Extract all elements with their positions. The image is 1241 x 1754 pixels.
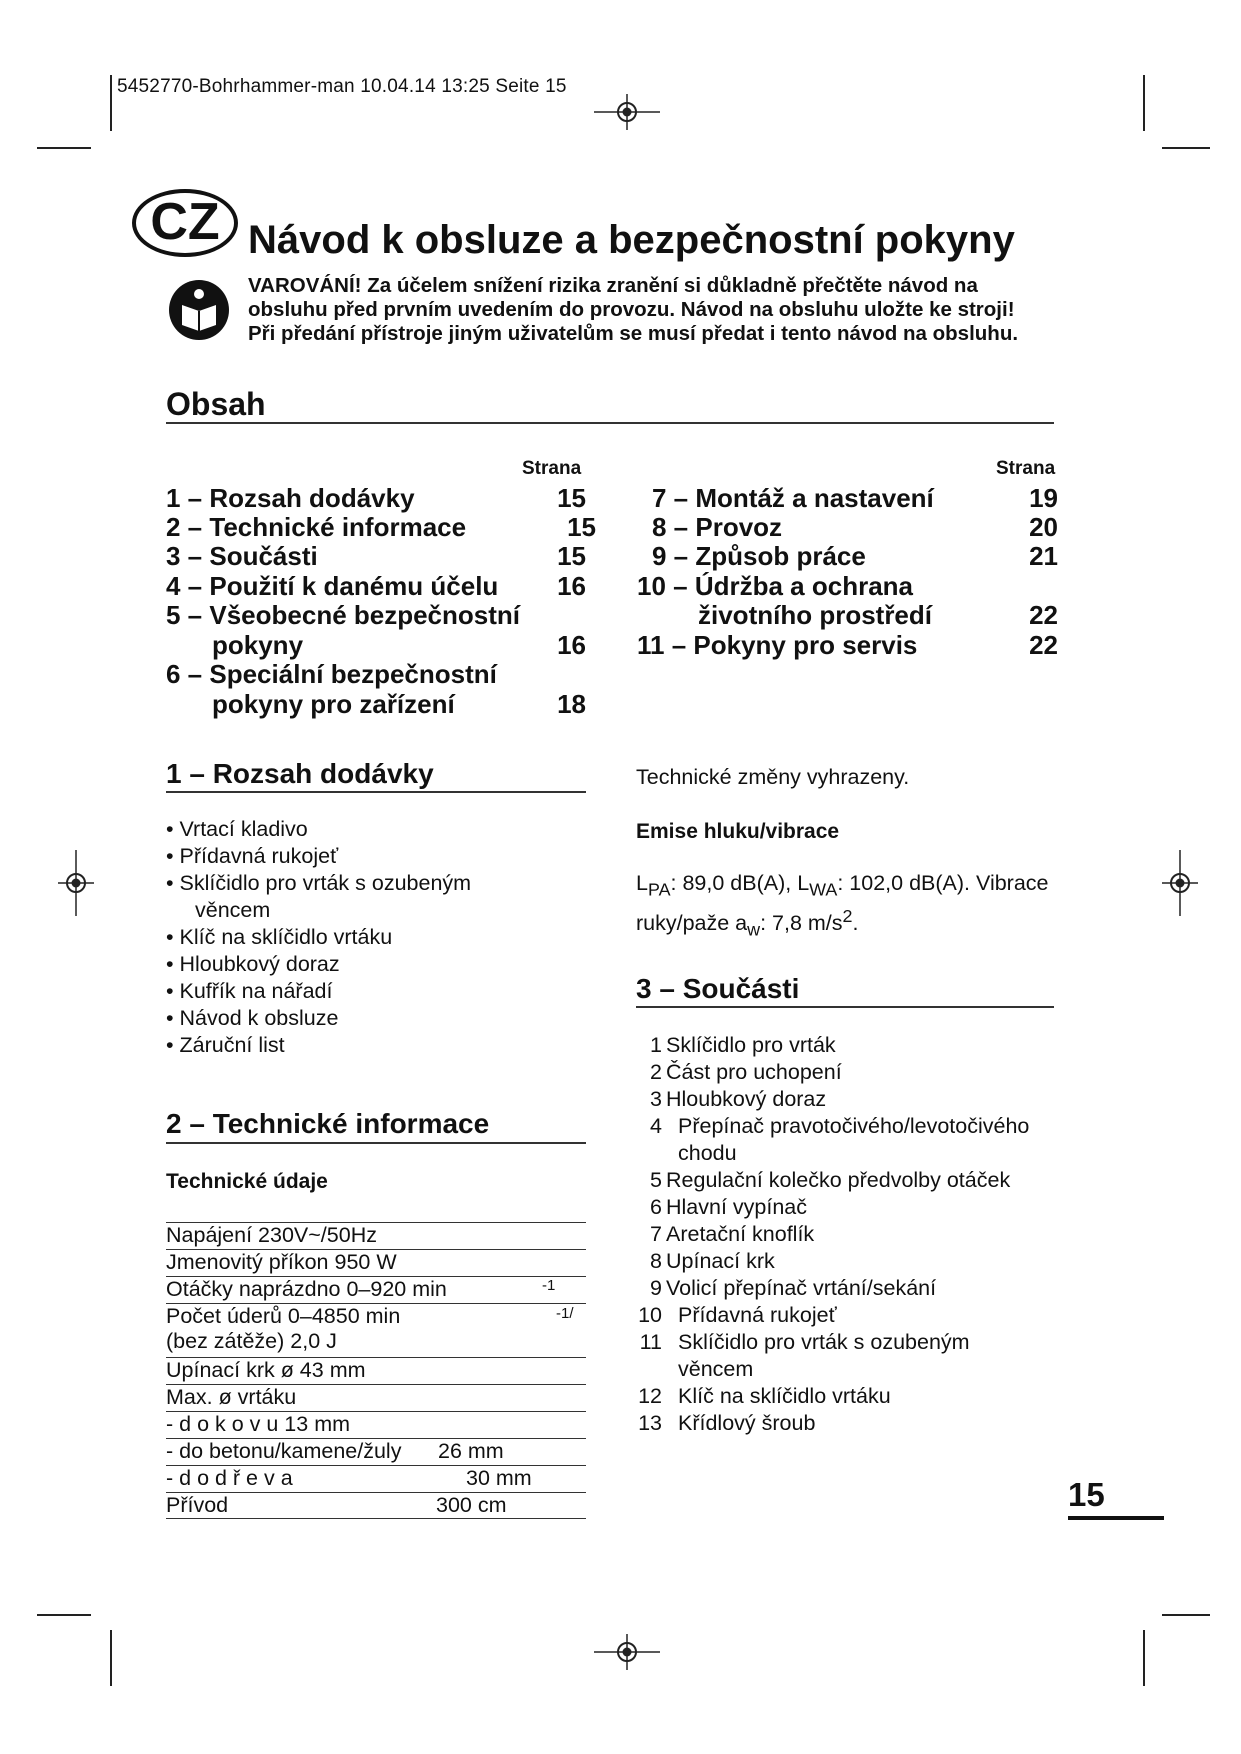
toc-entry[interactable]: 10 – Údržba a ochrana — [637, 571, 913, 601]
part-label: Křídlový šroub — [678, 1411, 816, 1435]
part-label: Přepínač pravotočivého/levotočivého — [678, 1114, 1030, 1138]
list-item: • Hloubkový doraz — [166, 952, 340, 976]
part-number: 2 — [650, 1060, 662, 1084]
table-row: - do betonu/kamene/žuly 26 mm — [166, 1438, 586, 1465]
table-row: Jmenovitý příkon 950 W — [166, 1249, 586, 1276]
crop-mark — [1143, 1630, 1145, 1686]
crop-mark — [1162, 1614, 1210, 1616]
country-badge: CZ — [132, 189, 238, 257]
list-item: • Návod k obsluze — [166, 1006, 339, 1030]
toc-entry[interactable]: 3 – Součásti — [166, 541, 318, 571]
toc-entry[interactable]: 1 – Rozsah dodávky — [166, 483, 415, 513]
toc-page: 16 — [557, 630, 586, 660]
list-item: • Sklíčidlo pro vrták s ozubeným — [166, 871, 472, 895]
divider — [166, 791, 586, 793]
toc-page: 20 — [1029, 512, 1058, 542]
toc-page: 16 — [557, 571, 586, 601]
toc-page: 15 — [557, 541, 586, 571]
crop-mark — [1143, 75, 1145, 131]
warning-text: VAROVÁNÍ! Za účelem snížení rizika zranění si důkladně přečtěte návod na obsluhu před prvním uvedením do provozu. Návod na obsluhu uložte ke stroji! Při předání přístroje jiným uživatelům se musí předat i tento návod na obsluhu. — [248, 274, 1019, 345]
part-number: 1 — [650, 1033, 662, 1057]
list-item: věncem — [195, 898, 271, 922]
toc-entry[interactable]: 11 – Pokyny pro servis — [637, 630, 918, 660]
part-number: 6 — [650, 1195, 662, 1219]
toc-entry[interactable]: pokyny pro zařízení — [212, 689, 455, 719]
toc-strana-label: Strana — [996, 458, 1056, 479]
toc-entry[interactable]: 2 – Technické informace — [166, 512, 467, 542]
table-row: Napájení 230V~/50Hz — [166, 1222, 586, 1249]
crop-mark — [110, 1630, 112, 1686]
part-number: 7 — [650, 1222, 662, 1246]
toc-entry[interactable]: životního prostředí — [698, 600, 932, 630]
toc-entry[interactable]: 5 – Všeobecné bezpečnostní — [166, 600, 521, 630]
section-heading: 2 – Technické informace — [166, 1108, 490, 1139]
read-manual-icon — [168, 279, 230, 341]
toc-entry[interactable]: 8 – Provoz — [652, 512, 783, 542]
part-label: Hlavní vypínač — [666, 1195, 808, 1219]
noise-line: $L_{PA}$: 89,0 dB(A), $L_{WA}$: 102,0 dB(A). Vibrace — [636, 871, 1049, 900]
tech-changes-note: Technické změny vyhrazeny. — [636, 765, 910, 789]
part-label: Přídavná rukojeť — [678, 1303, 837, 1327]
part-number: 12 — [638, 1384, 662, 1408]
part-number: 9 — [650, 1276, 662, 1300]
crop-mark — [37, 1614, 91, 1616]
section-heading: 1 – Rozsah dodávky — [166, 758, 434, 789]
toc-entry[interactable]: 4 – Použití k danému účelu — [166, 571, 499, 601]
toc-entry[interactable]: pokyny — [212, 630, 304, 660]
divider — [1068, 1516, 1164, 1520]
toc-entry[interactable]: 6 – Speciální bezpečnostní — [166, 659, 497, 689]
part-label: Upínací krk — [666, 1249, 775, 1273]
crop-mark — [110, 75, 112, 131]
list-item: • Přídavná rukojeť — [166, 844, 339, 868]
crop-mark — [37, 147, 91, 149]
toc-page: 15 — [567, 512, 596, 542]
table-row: Upínací krk ø 43 mm — [166, 1357, 586, 1384]
noise-line: ruky/paže $a_w$: 7,8 $m/s^2$. — [636, 906, 859, 940]
part-label: chodu — [678, 1141, 737, 1165]
registration-mark-icon — [592, 92, 662, 132]
crop-mark — [1162, 147, 1210, 149]
registration-mark-icon — [56, 848, 96, 918]
table-row: - d o d ř e v a 30 mm — [166, 1465, 586, 1492]
toc-entry[interactable]: 9 – Způsob práce — [652, 541, 866, 571]
part-label: Část pro uchopení — [666, 1060, 842, 1084]
divider — [166, 1142, 586, 1144]
toc-page: 15 — [557, 483, 586, 513]
part-label: věncem — [678, 1357, 754, 1381]
registration-mark-icon — [592, 1632, 662, 1672]
toc-page: 18 — [557, 689, 586, 719]
section-heading: 3 – Součásti — [636, 973, 800, 1004]
toc-entry[interactable]: 7 – Montáž a nastavení — [652, 483, 934, 513]
table-row: Otáčky naprázdno 0–920 min -1 — [166, 1276, 586, 1303]
tech-data-heading: Technické údaje — [166, 1170, 328, 1193]
toc-page: 21 — [1029, 541, 1058, 571]
toc-page: 22 — [1029, 630, 1058, 660]
part-number: 3 — [650, 1087, 662, 1111]
part-number: 4 — [650, 1114, 662, 1138]
part-number: 11 — [639, 1330, 662, 1354]
page-number: 15 — [1068, 1476, 1105, 1513]
print-header: 5452770-Bohrhammer-man 10.04.14 13:25 Seite 15 — [117, 76, 567, 97]
list-item: • Kufřík na nářadí — [166, 979, 333, 1003]
part-number: 10 — [638, 1303, 662, 1327]
page-title: Návod k obsluze a bezpečnostní pokyny — [248, 218, 1015, 262]
toc-heading: Obsah — [166, 386, 266, 422]
table-row: Přívod 300 cm — [166, 1492, 586, 1519]
part-label: Sklíčidlo pro vrták s ozubeným — [678, 1330, 970, 1354]
divider — [166, 422, 1054, 424]
table-row: Max. ø vrtáku — [166, 1384, 586, 1411]
part-label: Aretační knoflík — [666, 1222, 815, 1246]
list-item: • Vrtací kladivo — [166, 817, 308, 841]
toc-strana-label: Strana — [522, 458, 582, 479]
toc-page: 22 — [1029, 600, 1058, 630]
divider — [636, 1006, 1054, 1008]
part-number: 5 — [650, 1168, 662, 1192]
table-row: Počet úderů 0–4850 min -1/ (bez zátěže) 2,0 J — [166, 1303, 586, 1357]
noise-heading: Emise hluku/vibrace — [636, 820, 840, 843]
part-label: Regulační kolečko předvolby otáček — [666, 1168, 1011, 1192]
registration-mark-icon — [1160, 848, 1200, 918]
list-item: • Záruční list — [166, 1033, 285, 1057]
part-label: Sklíčidlo pro vrták — [666, 1033, 836, 1057]
noise-values — [636, 870, 1049, 944]
list-item: • Klíč na sklíčidlo vrtáku — [166, 925, 393, 949]
part-label: Hloubkový doraz — [666, 1087, 827, 1111]
part-label: Volicí přepínač vrtání/sekání — [666, 1276, 937, 1300]
part-number: 13 — [638, 1411, 662, 1435]
part-label: Klíč na sklíčidlo vrtáku — [678, 1384, 891, 1408]
table-row: - d o k o v u 13 mm — [166, 1411, 586, 1438]
part-number: 8 — [650, 1249, 662, 1273]
toc-page: 19 — [1029, 483, 1058, 513]
